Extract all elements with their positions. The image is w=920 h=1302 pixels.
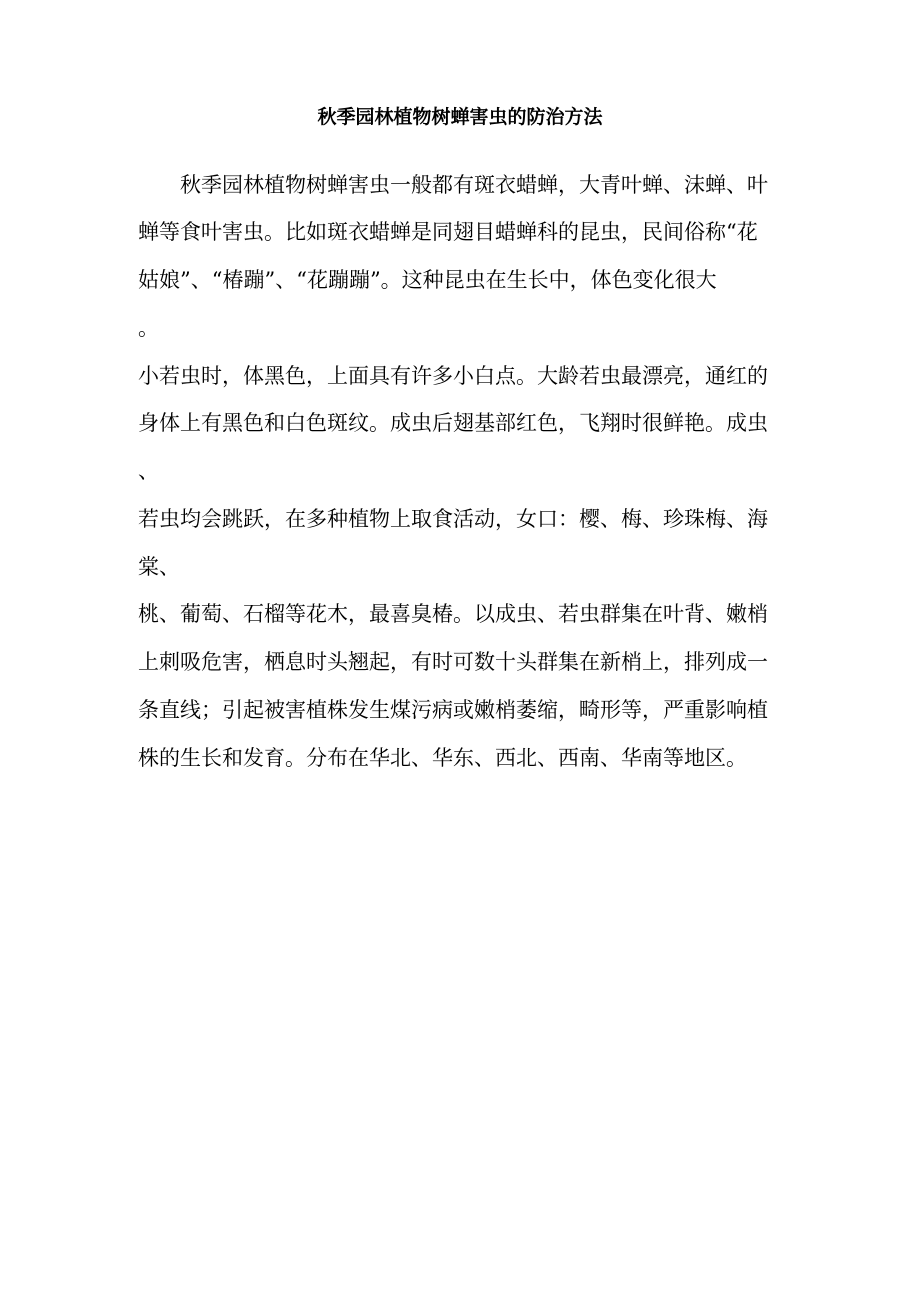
paragraph-line: 桃、葡萄、石榴等花木，最喜臭椿。以成虫、若虫群集在叶背、嫩梢	[138, 602, 768, 626]
paragraph-line: 身体上有黑色和白色斑纹。成虫后翅基部红色，飞翔时很鲜艳。成虫	[138, 411, 768, 435]
paragraph-line: 姑娘”、“椿蹦”、“花蹦蹦”。这种昆虫在生长中，体色变化很大	[138, 268, 717, 292]
paragraph-line: 小若虫时，体黑色，上面具有许多小白点。大龄若虫最漂亮，通红的	[138, 364, 768, 388]
paragraph-line: 。	[138, 316, 159, 340]
paragraph-line: 上刺吸危害，栖息时头翘起，有时可数十头群集在新梢上，排列成一	[138, 650, 768, 674]
paragraph-line: 若虫均会跳跃，在多种植物上取食活动，女口：樱、梅、珍珠梅、海	[138, 507, 768, 531]
paragraph-line: 条直线；引起被害植株发生煤污病或嫩梢萎缩，畸形等，严重影响植	[138, 698, 768, 722]
document-title: 秋季园林植物树蝉害虫的防治方法	[317, 106, 603, 128]
paragraph-line: 秋季园林植物树蝉害虫一般都有斑衣蜡蝉，大青叶蝉、沫蝉、叶	[180, 173, 768, 197]
paragraph-line: 棠、	[138, 555, 180, 579]
paragraph-line: 蝉等食叶害虫。比如斑衣蜡蝉是同翅目蜡蝉科的昆虫，民间俗称“花	[138, 220, 758, 244]
paragraph-line: 株的生长和发育。分布在华北、华东、西北、西南、华南等地区。	[138, 746, 747, 770]
paragraph-line: 、	[138, 459, 159, 483]
